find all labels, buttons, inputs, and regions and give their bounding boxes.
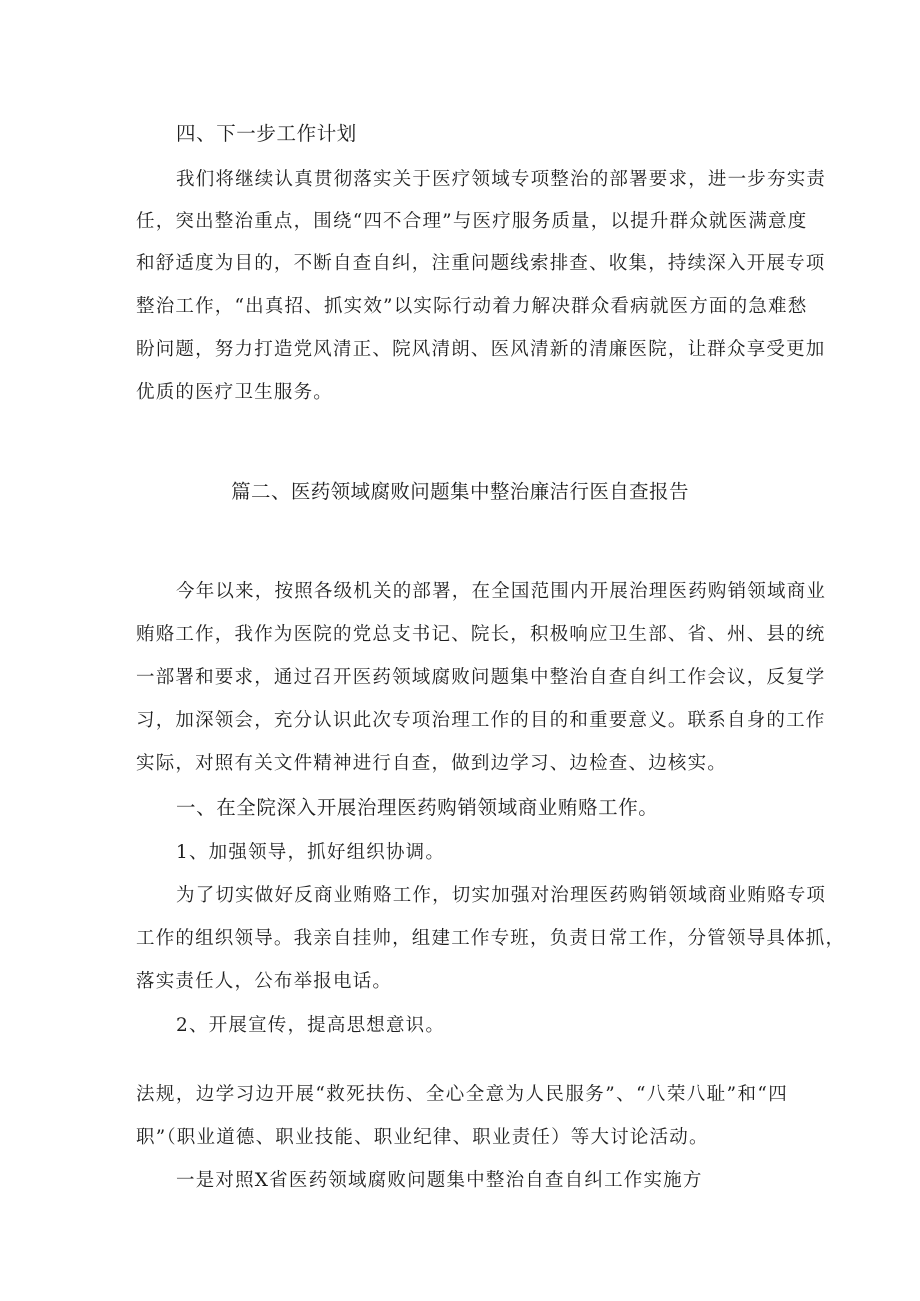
- paragraph-line: 和舒适度为目的，不断自查自纠，注重问题线索排查、收集，持续深入开展专项: [136, 253, 826, 274]
- article-title: 篇二、医药领域腐败问题集中整治廉洁行医自查报告: [231, 480, 689, 503]
- paragraph-line: 职”（职业道德、职业技能、职业纪律、职业责任）等大讨论活动。: [136, 1127, 709, 1148]
- paragraph-line: 优质的医疗卫生服务。: [136, 382, 334, 403]
- item-title-1: 1、加强领导，抓好组织协调。: [176, 842, 446, 863]
- paragraph-line: 习，加深领会，充分认识此次专项治理工作的目的和重要意义。联系自身的工作: [136, 710, 826, 731]
- paragraph-line: 工作的组织领导。我亲自挂帅，组建工作专班，负责日常工作，分管领导具体抓，: [136, 928, 846, 949]
- paragraph-line: 贿赂工作，我作为医院的党总支书记、院长，积极响应卫生部、省、州、县的统: [136, 624, 826, 645]
- paragraph-line: 为了切实做好反商业贿赂工作，切实加强对治理医药购销领域商业贿赂专项: [176, 885, 827, 906]
- paragraph-line: 任，突出整治重点，围绕“四不合理”与医疗服务质量，以提升群众就医满意度: [136, 211, 808, 232]
- paragraph-line: 实际，对照有关文件精神进行自查，做到边学习、边检查、边核实。: [136, 753, 728, 774]
- paragraph-line: 盼问题，努力打造党风清正、院风清朗、医风清新的清廉医院，让群众享受更加: [136, 339, 826, 360]
- section-heading-next-steps: 四、下一步工作计划: [176, 122, 357, 145]
- paragraph-line: 整治工作，“出真招、抓实效”以实际行动着力解决群众看病就医方面的急难愁: [136, 296, 808, 317]
- paragraph-line: 一部署和要求，通过召开医药领域腐败问题集中整治自查自纠工作会议，反复学: [136, 667, 826, 688]
- paragraph-line: 我们将继续认真贯彻落实关于医疗领域专项整治的部署要求，进一步夯实责: [176, 169, 827, 190]
- paragraph-line: 法规，边学习边开展“救死扶伤、全心全意为人民服务”、“八荣八耻”和“四: [136, 1084, 788, 1105]
- section-heading-one: 一、在全院深入开展治理医药购销领域商业贿赂工作。: [176, 796, 659, 819]
- item-title-2: 2、开展宣传，提高思想意识。: [176, 1015, 446, 1036]
- paragraph-line: 今年以来，按照各级机关的部署，在全国范围内开展治理医药购销领域商业: [176, 581, 827, 602]
- paragraph-line: 一是对照X省医药领域腐败问题集中整治自查自纠工作实施方: [176, 1170, 703, 1191]
- paragraph-line: 落实责任人，公布举报电话。: [136, 971, 393, 992]
